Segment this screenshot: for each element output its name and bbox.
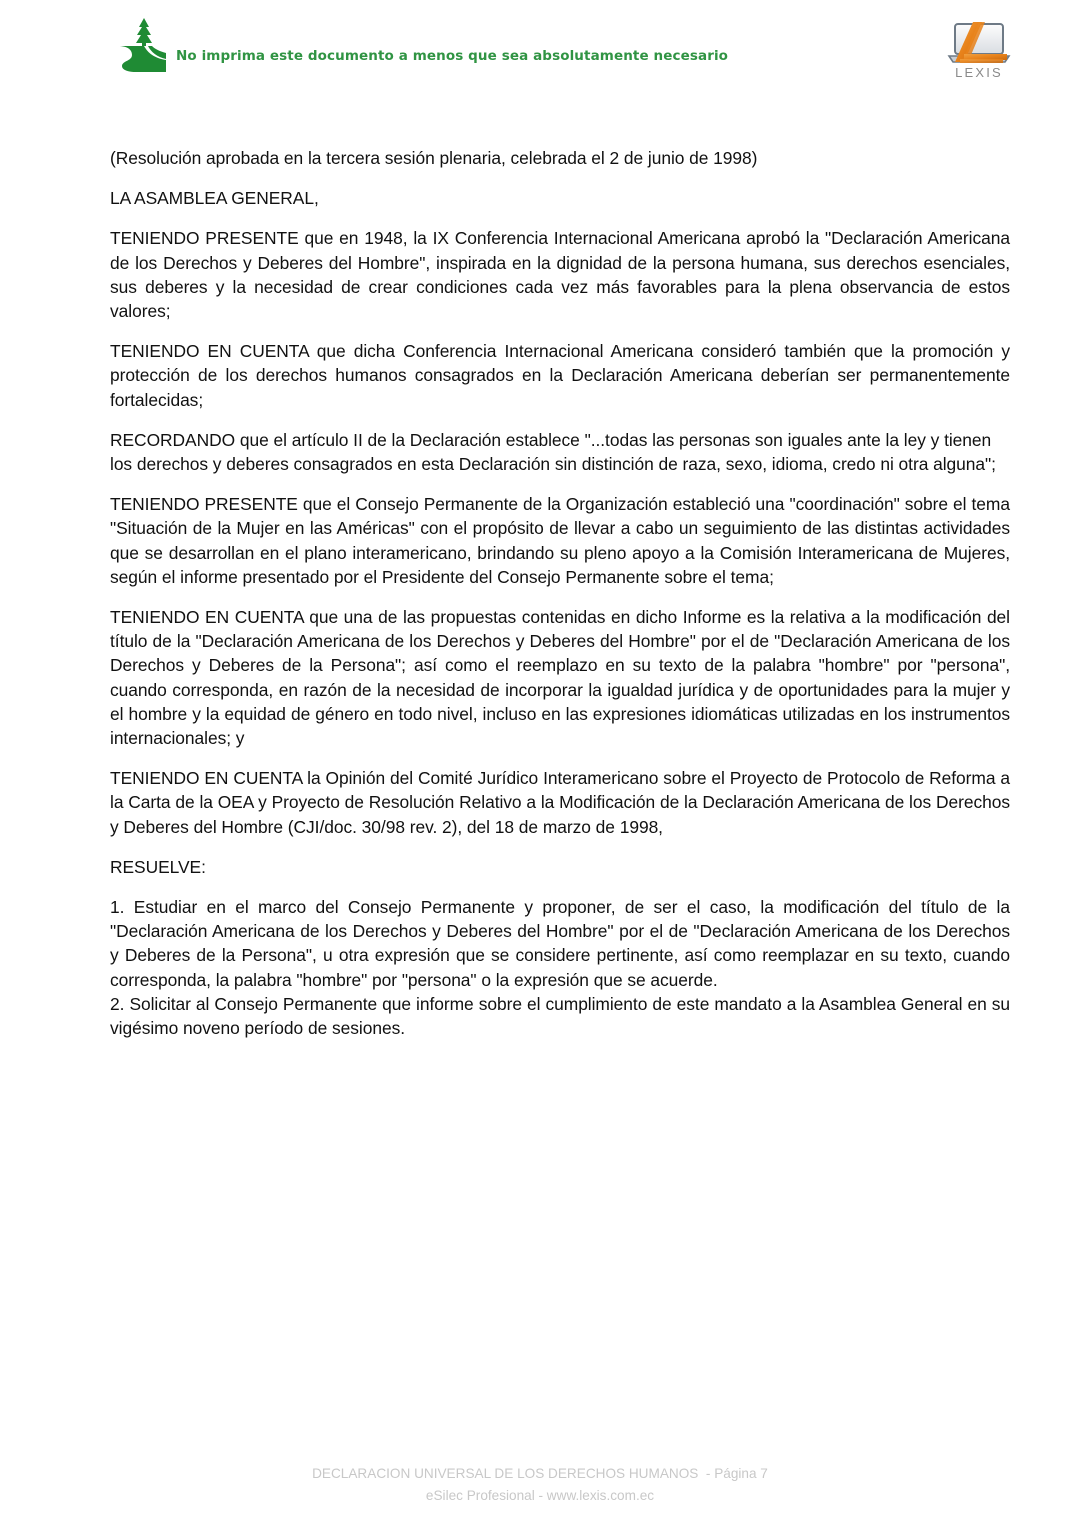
lexis-wordmark: LEXIS	[955, 65, 1003, 80]
footer-source-line: eSilec Profesional - www.lexis.com.ec	[425, 1488, 655, 1503]
footer-document-title: DECLARACION UNIVERSAL DE LOS DERECHOS HUMANOS - Página 7	[312, 1466, 768, 1481]
paragraph-teniendo-en-cuenta-conferencia: TENIENDO EN CUENTA que dicha Conferencia Internacional Americana consideró también que la promoción y protección de los derechos humanos consagrados en la Declaración Americana deberían ser permanentemente fortalecidas;	[110, 341, 1010, 410]
paragraph-teniendo-en-cuenta-opinion-comite: TENIENDO EN CUENTA la Opinión del Comité Jurídico Interamericano sobre el Proyecto de Protocolo de Reforma a la Carta de la OEA y Proyecto de Resolución Relativo a la Modificación de la Declaración Americana de los Derechos y Deberes del Hombre (CJI/doc. 30/98 rev. 2), del 18 de marzo de 1998,	[110, 768, 1010, 837]
paragraph-assembly-heading: LA ASAMBLEA GENERAL,	[110, 188, 319, 209]
tree-path-icon	[114, 16, 170, 74]
paragraph-teniendo-presente-1948: TENIENDO PRESENTE que en 1948, la IX Conferencia Internacional Americana aprobó la "Declaración Americana de los Derechos y Deberes del Hombre", inspirada en la dignidad de la persona humana, sus derechos esenciales, sus deberes y la necesidad de crear condiciones cada vez más favorables para la plena observancia de estos valores;	[110, 228, 1010, 322]
paragraph-teniendo-en-cuenta-propuestas: TENIENDO EN CUENTA que una de las propuestas contenidas en dicho Informe es la relativa a la modificación del título de la "Declaración Americana de los Derechos y Deberes del Hombre" por el de "Declaración Americana de los Derechos y Deberes de la Persona"; así como el reemplazo en su texto de la palabra "hombre" por "persona", cuando corresponda, en razón de la necesidad de incorporar la igualdad jurídica y de oportunidades para la mujer y el hombre y la equidad de género en todo nivel, incluso en las expresiones idiomáticas utilizadas en los instrumentos internacionales; y	[110, 607, 1010, 749]
page-header	[0, 0, 1080, 95]
eco-notice-block	[114, 16, 728, 74]
lexis-logo	[933, 18, 1025, 80]
page-footer	[0, 1463, 1080, 1507]
paragraph-resolution-note: (Resolución aprobada en la tercera sesión plenaria, celebrada el 2 de junio de 1998)	[110, 148, 758, 168]
paragraph-resuelve-heading: RESUELVE:	[110, 856, 206, 877]
paragraph-recordando-articulo-ii: RECORDANDO que el artículo II de la Declaración establece "...todas las personas son iguales ante la ley y tienen los derechos y deberes consagrados en esta Declaración sin distinción de raza, sexo, idioma, credo ni otra alguna";	[110, 429, 996, 475]
document-body	[110, 146, 1010, 1040]
paragraph-teniendo-presente-consejo-permanente: TENIENDO PRESENTE que el Consejo Permanente de la Organización estableció una "coordinación" sobre el tema "Situación de la Mujer en las Américas" con el propósito de llevar a cabo un seguimiento de las distintas actividades que se desarrollan en el plano interamericano, brindando su pleno apoyo a la Comisión Interamericana de Mujeres, según el informe presentado por el Presidente del Consejo Permanente sobre el tema;	[110, 494, 1010, 587]
eco-notice-text: No imprima este documento a menos que sea absolutamente necesario	[176, 48, 729, 64]
paragraph-resolved-items: 1. Estudiar en el marco del Consejo Permanente y proponer, de ser el caso, la modificación del título de la "Declaración Americana de los Derechos y Deberes del Hombre" por el de "Declaración Americana de los Derechos y Deberes de la Persona", u otra expresión que se considere pertinente, así como reemplazar en su texto, cuando corresponda, la palabra "hombre" por "persona" o la expresión que se acuerde. 2. Solicitar al Consejo Permanente que informe sobre el cumplimiento de este mandato a la Asamblea General en su vigésimo noveno período de sesiones.	[110, 897, 1010, 1039]
